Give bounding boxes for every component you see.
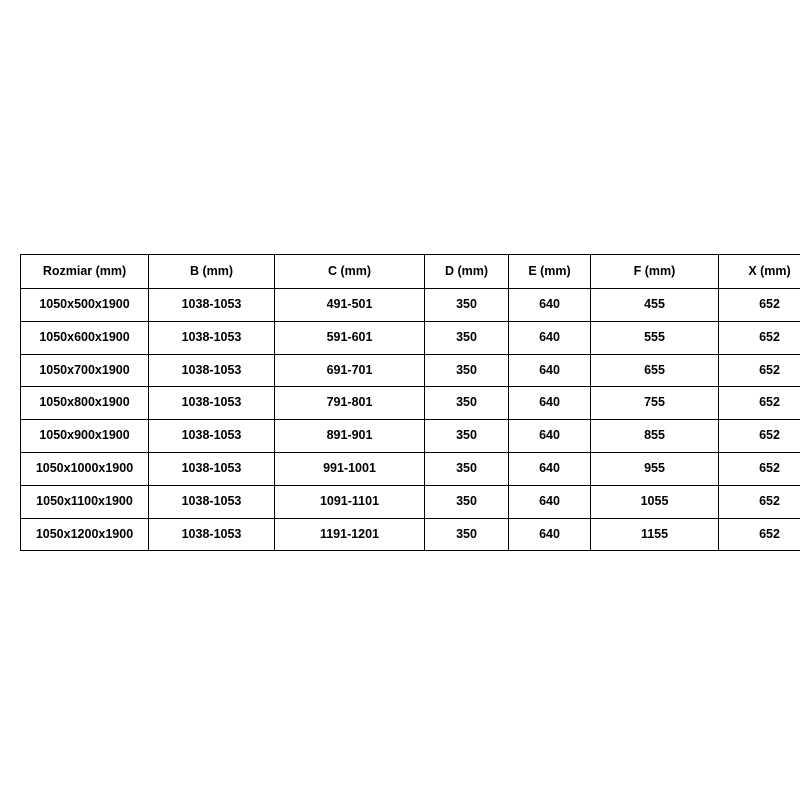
cell-rozmiar: 1050x1000x1900 bbox=[21, 452, 149, 485]
cell-f: 655 bbox=[591, 354, 719, 387]
cell-x: 652 bbox=[719, 321, 800, 354]
cell-rozmiar: 1050x900x1900 bbox=[21, 420, 149, 453]
table-row bbox=[21, 485, 800, 518]
cell-d: 350 bbox=[425, 485, 509, 518]
cell-e: 640 bbox=[509, 354, 591, 387]
cell-b: 1038-1053 bbox=[149, 354, 275, 387]
cell-x: 652 bbox=[719, 354, 800, 387]
dimensions-table bbox=[20, 254, 800, 551]
table-row bbox=[21, 420, 800, 453]
cell-c: 691-701 bbox=[275, 354, 425, 387]
cell-rozmiar: 1050x600x1900 bbox=[21, 321, 149, 354]
cell-x: 652 bbox=[719, 485, 800, 518]
cell-f: 1155 bbox=[591, 518, 719, 551]
cell-e: 640 bbox=[509, 321, 591, 354]
column-header-e: E (mm) bbox=[509, 255, 591, 289]
cell-rozmiar: 1050x500x1900 bbox=[21, 289, 149, 322]
cell-f: 755 bbox=[591, 387, 719, 420]
cell-rozmiar: 1050x800x1900 bbox=[21, 387, 149, 420]
cell-b: 1038-1053 bbox=[149, 485, 275, 518]
table-row bbox=[21, 321, 800, 354]
cell-x: 652 bbox=[719, 387, 800, 420]
cell-x: 652 bbox=[719, 452, 800, 485]
cell-d: 350 bbox=[425, 420, 509, 453]
cell-c: 591-601 bbox=[275, 321, 425, 354]
column-header-rozmiar: Rozmiar (mm) bbox=[21, 255, 149, 289]
cell-c: 1091-1101 bbox=[275, 485, 425, 518]
cell-c: 991-1001 bbox=[275, 452, 425, 485]
cell-d: 350 bbox=[425, 387, 509, 420]
cell-e: 640 bbox=[509, 289, 591, 322]
cell-e: 640 bbox=[509, 485, 591, 518]
cell-b: 1038-1053 bbox=[149, 420, 275, 453]
column-header-c: C (mm) bbox=[275, 255, 425, 289]
cell-x: 652 bbox=[719, 289, 800, 322]
cell-c: 891-901 bbox=[275, 420, 425, 453]
cell-d: 350 bbox=[425, 289, 509, 322]
cell-e: 640 bbox=[509, 387, 591, 420]
cell-b: 1038-1053 bbox=[149, 321, 275, 354]
cell-f: 855 bbox=[591, 420, 719, 453]
table-row bbox=[21, 387, 800, 420]
cell-d: 350 bbox=[425, 321, 509, 354]
cell-rozmiar: 1050x700x1900 bbox=[21, 354, 149, 387]
column-header-f: F (mm) bbox=[591, 255, 719, 289]
table-header-row bbox=[21, 255, 800, 289]
cell-b: 1038-1053 bbox=[149, 452, 275, 485]
cell-d: 350 bbox=[425, 518, 509, 551]
cell-c: 491-501 bbox=[275, 289, 425, 322]
table-row bbox=[21, 289, 800, 322]
cell-rozmiar: 1050x1100x1900 bbox=[21, 485, 149, 518]
cell-b: 1038-1053 bbox=[149, 289, 275, 322]
table-row bbox=[21, 452, 800, 485]
cell-rozmiar: 1050x1200x1900 bbox=[21, 518, 149, 551]
cell-e: 640 bbox=[509, 518, 591, 551]
cell-b: 1038-1053 bbox=[149, 387, 275, 420]
cell-d: 350 bbox=[425, 452, 509, 485]
cell-f: 455 bbox=[591, 289, 719, 322]
cell-b: 1038-1053 bbox=[149, 518, 275, 551]
cell-f: 555 bbox=[591, 321, 719, 354]
column-header-d: D (mm) bbox=[425, 255, 509, 289]
cell-f: 1055 bbox=[591, 485, 719, 518]
cell-e: 640 bbox=[509, 452, 591, 485]
cell-x: 652 bbox=[719, 420, 800, 453]
table-row bbox=[21, 354, 800, 387]
cell-c: 791-801 bbox=[275, 387, 425, 420]
column-header-x: X (mm) bbox=[719, 255, 800, 289]
cell-d: 350 bbox=[425, 354, 509, 387]
cell-x: 652 bbox=[719, 518, 800, 551]
cell-c: 1191-1201 bbox=[275, 518, 425, 551]
cell-e: 640 bbox=[509, 420, 591, 453]
cell-f: 955 bbox=[591, 452, 719, 485]
table-row bbox=[21, 518, 800, 551]
column-header-b: B (mm) bbox=[149, 255, 275, 289]
dimensions-table-container bbox=[20, 254, 791, 551]
